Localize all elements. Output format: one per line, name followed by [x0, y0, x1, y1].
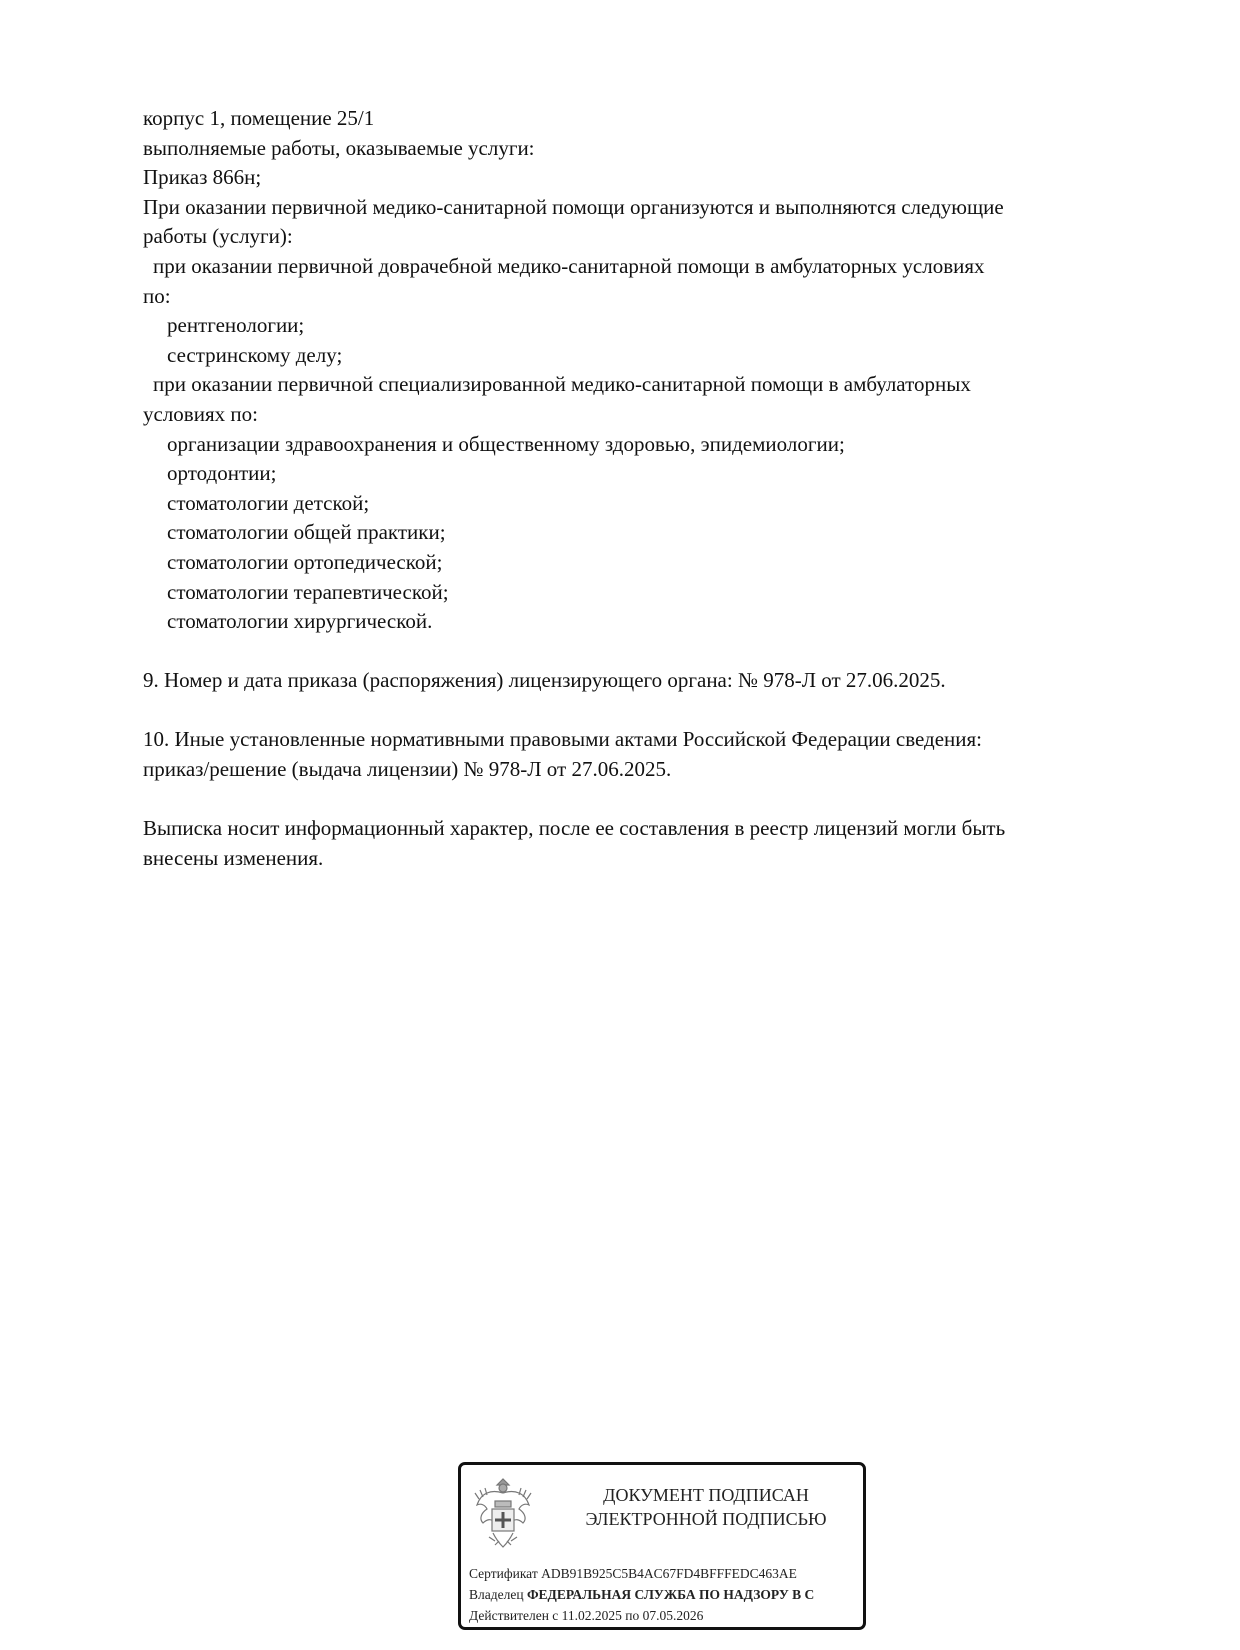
certificate-label: Сертификат: [469, 1566, 538, 1581]
owner-value: ФЕДЕРАЛЬНАЯ СЛУЖБА ПО НАДЗОРУ В С: [526, 1587, 815, 1602]
list-item: стоматологии ортопедической;: [167, 549, 443, 574]
address-line: корпус 1, помещение 25/1: [143, 106, 375, 130]
list-item: организации здравоохранения и общественному здоровью, эпидемиологии;: [167, 431, 845, 456]
order-reference: Приказ 866н;: [143, 165, 262, 190]
spacer: [143, 637, 1143, 667]
item-10: 10. Иные установленные нормативными правовыми актами Российской Федерации сведения:: [143, 727, 983, 752]
stamp-details: [469, 1563, 814, 1626]
owner-row: [469, 1584, 814, 1605]
document-body: [143, 104, 1143, 873]
list-item: стоматологии общей практики;: [167, 520, 446, 545]
services-intro: При оказании первичной медико-санитарной помощи организуются и выполняются следующие: [143, 194, 1004, 219]
disclaimer-cont: внесены изменения.: [143, 845, 324, 870]
services-intro-cont: работы (услуги):: [143, 224, 293, 249]
coat-of-arms-icon: [471, 1475, 535, 1551]
disclaimer: Выписка носит информационный характер, после ее составления в реестр лицензий могли быть: [143, 816, 1006, 841]
stamp-title-line1: ДОКУМЕНТ ПОДПИСАН: [603, 1485, 809, 1505]
list-item: стоматологии хирургической.: [167, 609, 433, 634]
prehospital-heading: при оказании первичной доврачебной медико-санитарной помощи в амбулаторных условиях: [153, 253, 985, 278]
specialized-heading-cont: условиях по:: [143, 401, 258, 426]
item-10-cont: приказ/решение (выдача лицензии) № 978-Л от 27.06.2025.: [143, 757, 672, 782]
list-item: сестринскому делу;: [167, 342, 343, 367]
list-item: стоматологии детской;: [167, 490, 370, 515]
stamp-title: [556, 1483, 856, 1531]
specialized-heading: при оказании первичной специализированной медико-санитарной помощи в амбулаторных: [153, 372, 971, 397]
stamp-title-line2: ЭЛЕКТРОННОЙ ПОДПИСЬЮ: [585, 1509, 827, 1529]
spacer: [143, 696, 1143, 726]
owner-label: Владелец: [469, 1587, 524, 1602]
spacer: [143, 785, 1143, 815]
electronic-signature-stamp: [458, 1462, 866, 1630]
works-label: выполняемые работы, оказываемые услуги:: [143, 135, 535, 160]
certificate-value: ADB91B925C5B4AC67FD4BFFFEDC463AE: [541, 1566, 797, 1581]
validity-row: Действителен с 11.02.2025 по 07.05.2026: [469, 1608, 704, 1623]
certificate-row: [469, 1563, 814, 1584]
list-item: рентгенологии;: [167, 313, 305, 338]
item-9: 9. Номер и дата приказа (распоряжения) лицензирующего органа: № 978-Л от 27.06.2025.: [143, 668, 946, 693]
list-item: стоматологии терапевтической;: [167, 579, 449, 604]
prehospital-heading-cont: по:: [143, 283, 171, 308]
list-item: ортодонтии;: [167, 461, 277, 486]
